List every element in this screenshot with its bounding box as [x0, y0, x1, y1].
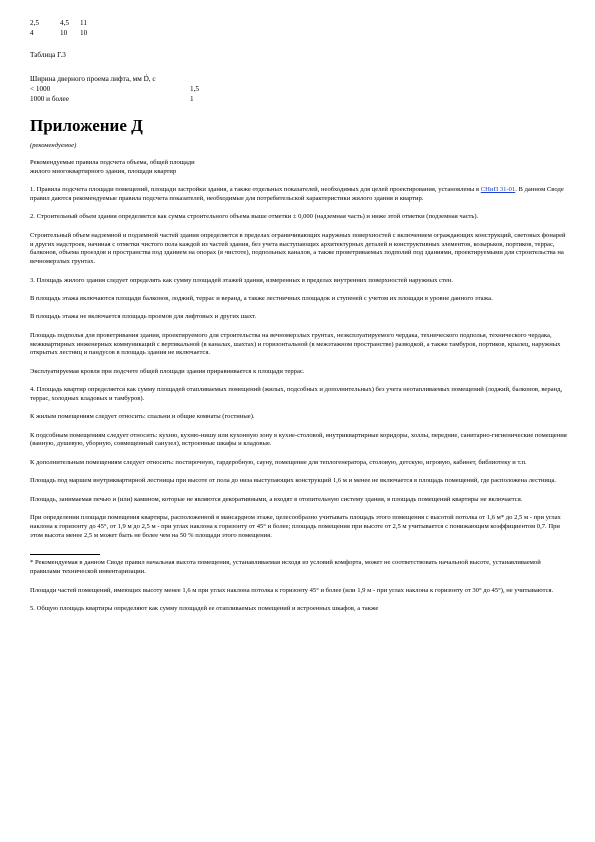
paragraph: К жилым помещениям следует относить: спальни и общие комнаты (гостиные).	[30, 413, 255, 421]
table-cell: 10	[80, 29, 88, 37]
table-row	[30, 18, 570, 28]
paragraph: К дополнительным помещениям следует относить: постирочную, гардеробную, сауну, помещение для теплогенератора, столовую, детскую, игровую, кабинет, библиотеку и т.п.	[30, 458, 527, 466]
table-cell: 4,5	[60, 19, 69, 27]
document-page	[30, 18, 570, 623]
paragraph: Эксплуатируемая кровля при подсчете общей площади здания приравнивается к площади террас.	[30, 367, 305, 375]
paragraph: Строительный объем надземной и подземной частей здания определяется в пределах ограничивающих наружных поверхностей с включением ограждающих конструкций, световых фонарей и других надстроек, начиная с отметки чистого пола каждой из частей здания, без учета выступающих архитектурных деталей и конструктивных элементов, козырьков, портиков, террас, балконов, объема проездов и пространства под зданием на опорах (в чистоте), подпольных каналов, а также проветриваемых подполий под зданиями, проектируемыми для строительства на вечномерзлых грунтах.	[30, 231, 566, 266]
paragraph	[30, 186, 570, 204]
table-cell: 1,5	[190, 85, 199, 93]
footnote: * Рекомендуемая в данном Своде правил начальная высота помещения, устанавливаемая исходя из условий комфорта, может не соответствовать начальной высоте, устанавливаемой правилами технической инвентаризации.	[30, 559, 541, 576]
paragraph: В площадь этажа включаются площади балконов, лоджий, террас и веранд, а также лестничных площадок и ступеней с учетом их площади в уровне данного этажа.	[30, 294, 493, 302]
table-g3	[30, 74, 570, 104]
table-cell: < 1000	[30, 85, 51, 93]
paragraph-text: 1. Правила подсчета площади помещений, площади застройки здания, а также отдельных показателей, необходимых для целей проектирования, установлены в	[30, 186, 481, 194]
table-g2-fragment	[30, 18, 570, 38]
paragraph: При определении площади помещения квартиры, расположенной в мансардном этаже, целесообразно учитывать площадь этого помещения с высотой потолка от 1,6 м* до 2,5 м - при углах наклона к горизонту до 45°, от 1,9 м до 2,5 м - при углах наклона к горизонту от 45° и более; площадь помещения при высоте от 2,5 м учитывается с понижающим коэффициентом 0,7. При этом высота менее 2,5 м может быть не более чем на 50 % площади этого помещения.	[30, 514, 561, 539]
table-cell: 11	[80, 19, 87, 27]
table-caption: Таблица Г.3	[30, 51, 66, 59]
table-header-row	[30, 74, 570, 84]
paragraph: Площадь подполья для проветривания здания, проектируемого для строительства на вечномерзлых грунтах, неэксплуатируемого чердака, технического подполья, технического чердака, межквартирных инженерных коммуникаций с вертикальной (в каналах, шахтах) и горизонтальной (в межэтажном пространстве) разводкой, а также тамбуров, портиков, крылец, наружных открытых лестниц и пандусов в площадь здания не включается.	[30, 331, 561, 357]
table-row	[30, 84, 570, 94]
appendix-note: (рекомендуемое)	[30, 142, 77, 149]
paragraph-text: . В данном Своде правил даются рекомендуемые правила подсчета показателей, необходимые для потребительской характеристики жилого здания и квартир.	[30, 186, 564, 202]
table-row	[30, 94, 570, 104]
paragraph: 5. Общую площадь квартиры определяют как сумму площадей ее отапливаемых помещений и встроенных шкафов, а также	[30, 605, 379, 612]
table-cell: 10	[60, 29, 68, 37]
table-header-cell: Ширина дверного проема лифта, мм	[30, 75, 142, 83]
subtitle-line: жилого многоквартирного здания, площади квартир	[30, 167, 177, 175]
paragraph: К подсобным помещениям следует относить: кухню, кухню-нишу или кухонную зону в кухне-столовой, внутриквартирные коридоры, холлы, передние, санитарно-гигиенические помещения (ванную, душевую, уборную, совмещенный санузел), встроенные шкафы и кладовые.	[30, 431, 567, 448]
paragraph: 3. Площадь жилого здания следует определять как сумму площадей этажей здания, измеренных в пределах внутренних поверхностей наружных стен.	[30, 276, 453, 284]
paragraph: Площади частей помещений, имеющих высоту менее 1,6 м при углах наклона потолка к горизонту 45° и более (или 1,9 м - при углах наклона к горизонту от 30° до 45°), не учитываются.	[30, 586, 554, 594]
paragraph: 4. Площадь квартир определяется как сумму площадей отапливаемых помещений (жилых, подсобных и дополнительных) без учета неотапливаемых помещений (лоджий, балконов, веранд, террас, холодных кладовых и тамбуров).	[30, 386, 563, 402]
footnote-divider	[30, 554, 100, 555]
table-header-cell: D́, с	[143, 75, 156, 83]
table-cell: 1000 и более	[30, 95, 69, 103]
appendix-title: Приложение Д	[30, 116, 143, 135]
paragraph: Площадь под маршем внутриквартирной лестницы при высоте от пола до низа выступающих конструкций 1,6 м и менее не включается в площадь помещений, где расположена лестница.	[30, 477, 557, 485]
table-cell: 2,5	[30, 19, 39, 27]
table-cell: 1	[190, 95, 194, 103]
appendix-subtitle	[30, 159, 570, 177]
paragraph: 2. Строительный объем здания определяется как сумма строительного объема выше отметки ± 0,000 (надземная часть) и ниже этой отметки (подземная часть).	[30, 213, 479, 221]
paragraph: В площадь этажа не включается площадь проемов для лифтовых и других шахт.	[30, 313, 257, 321]
table-cell: 4	[30, 29, 34, 37]
subtitle-line: Рекомендуемые правила подсчета объема, общей площади	[30, 159, 195, 166]
paragraph: Площадь, занимаемая печью и (или) камином, которые не являются декоративными, а входят в отопительную систему здания, в площадь помещений квартиры не включается.	[30, 495, 523, 503]
snip-link[interactable]: СНиП 31-01	[480, 186, 516, 194]
table-row	[30, 28, 570, 38]
